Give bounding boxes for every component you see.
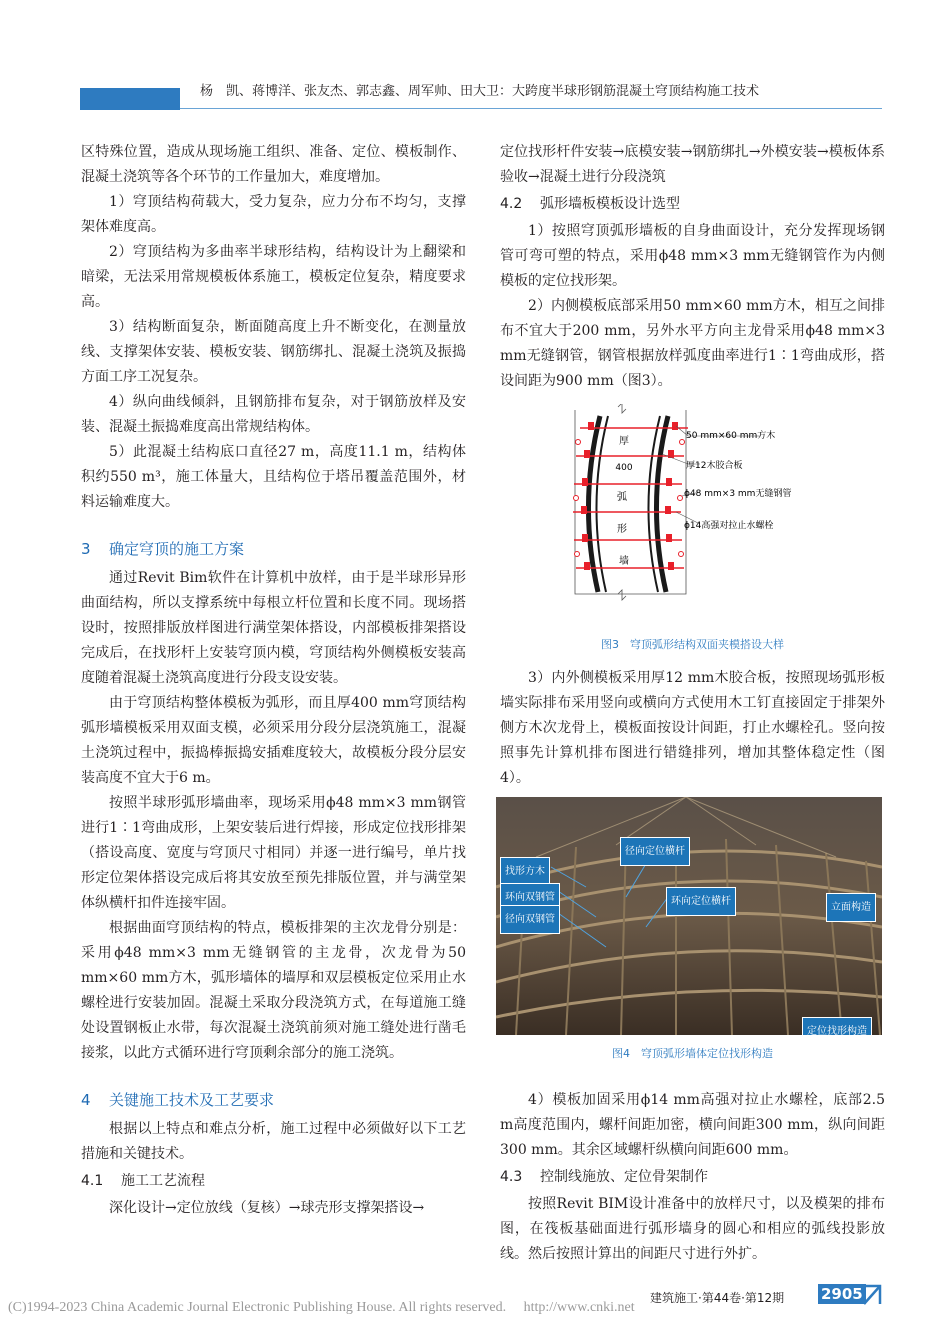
formwork-section-drawing bbox=[500, 404, 885, 654]
paragraph: 由于穹顶结构整体模板为弧形，而且厚400 mm穹顶结构弧形墙模板采用双面支模，必须采用分段分层浇筑施工，混凝土浇筑过程中，振捣棒振捣安插难度较大，故模板分段分层安装高度不宜大于6 m。 bbox=[81, 695, 466, 786]
subsection-heading-4-1 bbox=[81, 1169, 466, 1194]
header-rule bbox=[180, 108, 882, 109]
journal-info: 建筑施工·第44卷·第12期 bbox=[650, 1291, 785, 1305]
section-number: 3 bbox=[81, 540, 91, 558]
timber-block bbox=[584, 562, 590, 570]
wall-label: 墙 bbox=[619, 556, 629, 567]
subsection-title: 弧形墙板模板设计选型 bbox=[540, 196, 680, 212]
figure-4-caption: 图4 穹顶弧形墙体定位找形构造 bbox=[612, 1047, 773, 1060]
paragraph: 4）模板加固采用ϕ14 mm高强对拉止水螺栓，底部2.5 m高度范围内，螺杆间距加密，横向间距300 mm，纵向间距300 mm。其余区域螺杆纵横向间距600 mm。 bbox=[500, 1092, 885, 1158]
paragraph: 2）内侧模板底部采用50 mm×60 mm方木，相互之间排布不宜大于200 mm，另外水平方向主龙骨采用ϕ48 mm×3 mm无缝钢管，钢管根据放样弧度曲率进行1∶1弯曲成形，搭设间距为900 mm（图3）。 bbox=[500, 298, 885, 389]
copyright-line: (C)1994-2023 China Academic Journal Electronic Publishing House. All rights reserved. http://www.cnki.net bbox=[8, 1300, 635, 1315]
section-heading-3 bbox=[81, 537, 466, 562]
timber-block bbox=[666, 534, 672, 542]
figure-3-caption: 图3 穹顶弧形结构双面夹模搭设大样 bbox=[601, 638, 784, 651]
paragraph: 深化设计→定位放线（复核）→球壳形支撑架搭设→ bbox=[109, 1200, 425, 1216]
page-number: 2905 bbox=[818, 1284, 866, 1304]
paragraph: 按照半球形弧形墙曲率，现场采用ϕ48 mm×3 mm钢管进行1∶1弯曲成形，上架安装后进行焊接，形成定位找形排架（搭设高度、宽度与穹顶尺寸相同）并逐一进行编号，单片找形定位架体搭设完成后将其安放至预先排版位置，并与满堂架体纵横杆扣件连接牢固。 bbox=[81, 795, 466, 911]
wall-label: 弧 bbox=[617, 492, 627, 503]
timber-block bbox=[582, 534, 588, 542]
break-mark bbox=[618, 404, 626, 413]
subsection-heading-4-3 bbox=[500, 1165, 885, 1190]
outer-formwork-right bbox=[656, 416, 668, 592]
section-title: 确定穹顶的施工方案 bbox=[109, 540, 245, 558]
callout-steel-pipe: ϕ48 mm×3 mm无缝钢管 bbox=[684, 489, 792, 499]
paragraph: 5）此混凝土结构底口直径27 m，高度11.1 m，结构体积约550 m³，施工体量大，且结构位于塔吊覆盖范围外，材料运输难度大。 bbox=[81, 444, 466, 510]
label-ring-crossbar: 环向定位横杆 bbox=[666, 887, 736, 916]
paragraph: 区特殊位置，造成从现场施工组织、准备、定位、模板制作、混凝土浇筑等各个环节的工作量加大，难度增加。 bbox=[81, 144, 466, 185]
callout-timber: 50 mm×60 mm方木 bbox=[686, 431, 776, 441]
timber-block bbox=[668, 562, 674, 570]
break-mark bbox=[618, 590, 626, 600]
figure-3-diagram bbox=[500, 404, 885, 654]
figure-4-photo bbox=[496, 797, 882, 1035]
subsection-number: 4.1 bbox=[81, 1173, 104, 1189]
label-ring-double-pipe: 环向双钢管 bbox=[500, 883, 560, 912]
label-positioning-structure: 定位找形构造 bbox=[802, 1017, 872, 1035]
plywood-left bbox=[596, 416, 608, 592]
journal-logo-icon bbox=[860, 1284, 882, 1306]
left-column bbox=[81, 140, 466, 1221]
section-number: 4 bbox=[81, 1091, 91, 1109]
paragraph: 根据曲面穹顶结构的特点，模板排架的主次龙骨分别是：采用ϕ48 mm×3 mm无缝钢管的主龙骨，次龙骨为50 mm×60 mm方木，弧形墙体的墙厚和双层模板定位采用止水螺栓进行安装加固。混凝土采取分段浇筑方式，在每道施工缝处设置钢板止水带，每次混凝土浇筑前须对施工缝处进行凿毛接浆，以此方式循环进行穹顶剩余部分的施工浇筑。 bbox=[81, 920, 466, 1061]
pipe bbox=[680, 440, 685, 445]
label-shaping-timber: 找形方木 bbox=[500, 857, 550, 886]
paragraph: 3）结构断面复杂，断面随高度上升不断变化，在测量放线、支撑架体安装、模板安装、钢筋绑扎、混凝土浇筑及振捣方面工序工况复杂。 bbox=[81, 319, 466, 385]
label-radial-crossbar: 径向定位横杆 bbox=[620, 837, 690, 866]
subsection-title: 施工工艺流程 bbox=[121, 1173, 205, 1189]
label-radial-double-pipe: 径向双钢管 bbox=[500, 905, 560, 934]
pipe bbox=[576, 440, 581, 445]
timber-block bbox=[672, 422, 678, 430]
label-elevation: 立面构造 bbox=[826, 893, 876, 922]
paragraph: 2）穹顶结构为多曲率半球形结构，结构设计为上翻梁和暗梁，无法采用常规模板体系施工，模板定位复杂，精度要求高。 bbox=[81, 244, 466, 310]
paragraph: 通过Revit Bim软件在计算机中放样，由于是半球形异形曲面结构，所以支撑系统中每根立杆位置和长度不同。现场搭设时，按照排版放样图进行满堂架体搭设，内部模板排架搭设完成后，在找形杆上安装穹顶内模，穹顶结构外侧模板安装高度随着混凝土浇筑高度进行分段支设安装。 bbox=[81, 570, 466, 686]
header-accent-bar bbox=[80, 88, 180, 110]
timber-block bbox=[588, 422, 594, 430]
right-column bbox=[500, 140, 885, 1267]
subsection-heading-4-2 bbox=[500, 192, 885, 217]
subsection-number: 4.2 bbox=[500, 196, 523, 212]
wall-label: 形 bbox=[617, 524, 627, 535]
paragraph: 按照Revit BIM设计准备中的放样尺寸，以及模架的排布图，在筏板基础面进行弧形墙身的圆心和相应的弧线投影放线。然后按照计算出的间距尺寸进行外扩。 bbox=[500, 1196, 885, 1262]
timber-block bbox=[581, 506, 587, 514]
pipe bbox=[575, 552, 580, 557]
paragraph: 根据以上特点和难点分析，施工过程中必须做好以下工艺措施和关键技术。 bbox=[81, 1121, 466, 1162]
wall-label: 厚 bbox=[619, 436, 629, 447]
subsection-title: 控制线施放、定位骨架制作 bbox=[540, 1169, 708, 1185]
section-heading-4 bbox=[81, 1088, 466, 1113]
pipe bbox=[678, 496, 683, 501]
paragraph: 1）按照穹顶弧形墙板的自身曲面设计，充分发挥现场钢管可弯可塑的特点，采用ϕ48 mm×3 mm无缝钢管作为内侧模板的定位找形架。 bbox=[500, 223, 885, 289]
paragraph: 定位找形杆件安装→底模安装→钢筋绑扎→外模安装→模板体系验收→混凝土进行分段浇筑 bbox=[500, 144, 885, 185]
subsection-number: 4.3 bbox=[500, 1169, 523, 1185]
callout-plywood: 厚12木胶合板 bbox=[686, 461, 743, 471]
callout-tie-bolt: ϕ14高强对拉止水螺栓 bbox=[684, 521, 774, 531]
paragraph: 3）内外侧模板采用厚12 mm木胶合板，按照现场弧形板墙实际排布采用竖向或横向方式使用木工钉直接固定于排架外侧方木次龙骨上，模板面按设计间距，打止水螺栓孔。竖向按照事先计算机排布图进行错缝排列，增加其整体稳定性（图4）。 bbox=[500, 670, 885, 786]
section-title: 关键施工技术及工艺要求 bbox=[109, 1091, 275, 1109]
timber-block bbox=[584, 450, 590, 458]
wall-label: 400 bbox=[615, 463, 633, 473]
timber-block bbox=[665, 506, 671, 514]
timber-block bbox=[582, 478, 588, 486]
inner-formwork-left bbox=[588, 416, 600, 592]
paragraph: 1）穹顶结构荷载大，受力复杂，应力分布不均匀，支撑架体难度高。 bbox=[81, 194, 466, 235]
paragraph: 4）纵向曲线倾斜，且钢筋排布复杂，对于钢筋放样及安装、混凝土振捣难度高出常规结构体。 bbox=[81, 394, 466, 435]
pipe bbox=[679, 552, 684, 557]
running-header: 杨 凯、蒋博洋、张友杰、郭志鑫、周军帅、田大卫：大跨度半球形钢筋混凝土穹顶结构施工技术 bbox=[200, 84, 760, 99]
timber-block bbox=[666, 478, 672, 486]
pipe bbox=[574, 496, 579, 501]
